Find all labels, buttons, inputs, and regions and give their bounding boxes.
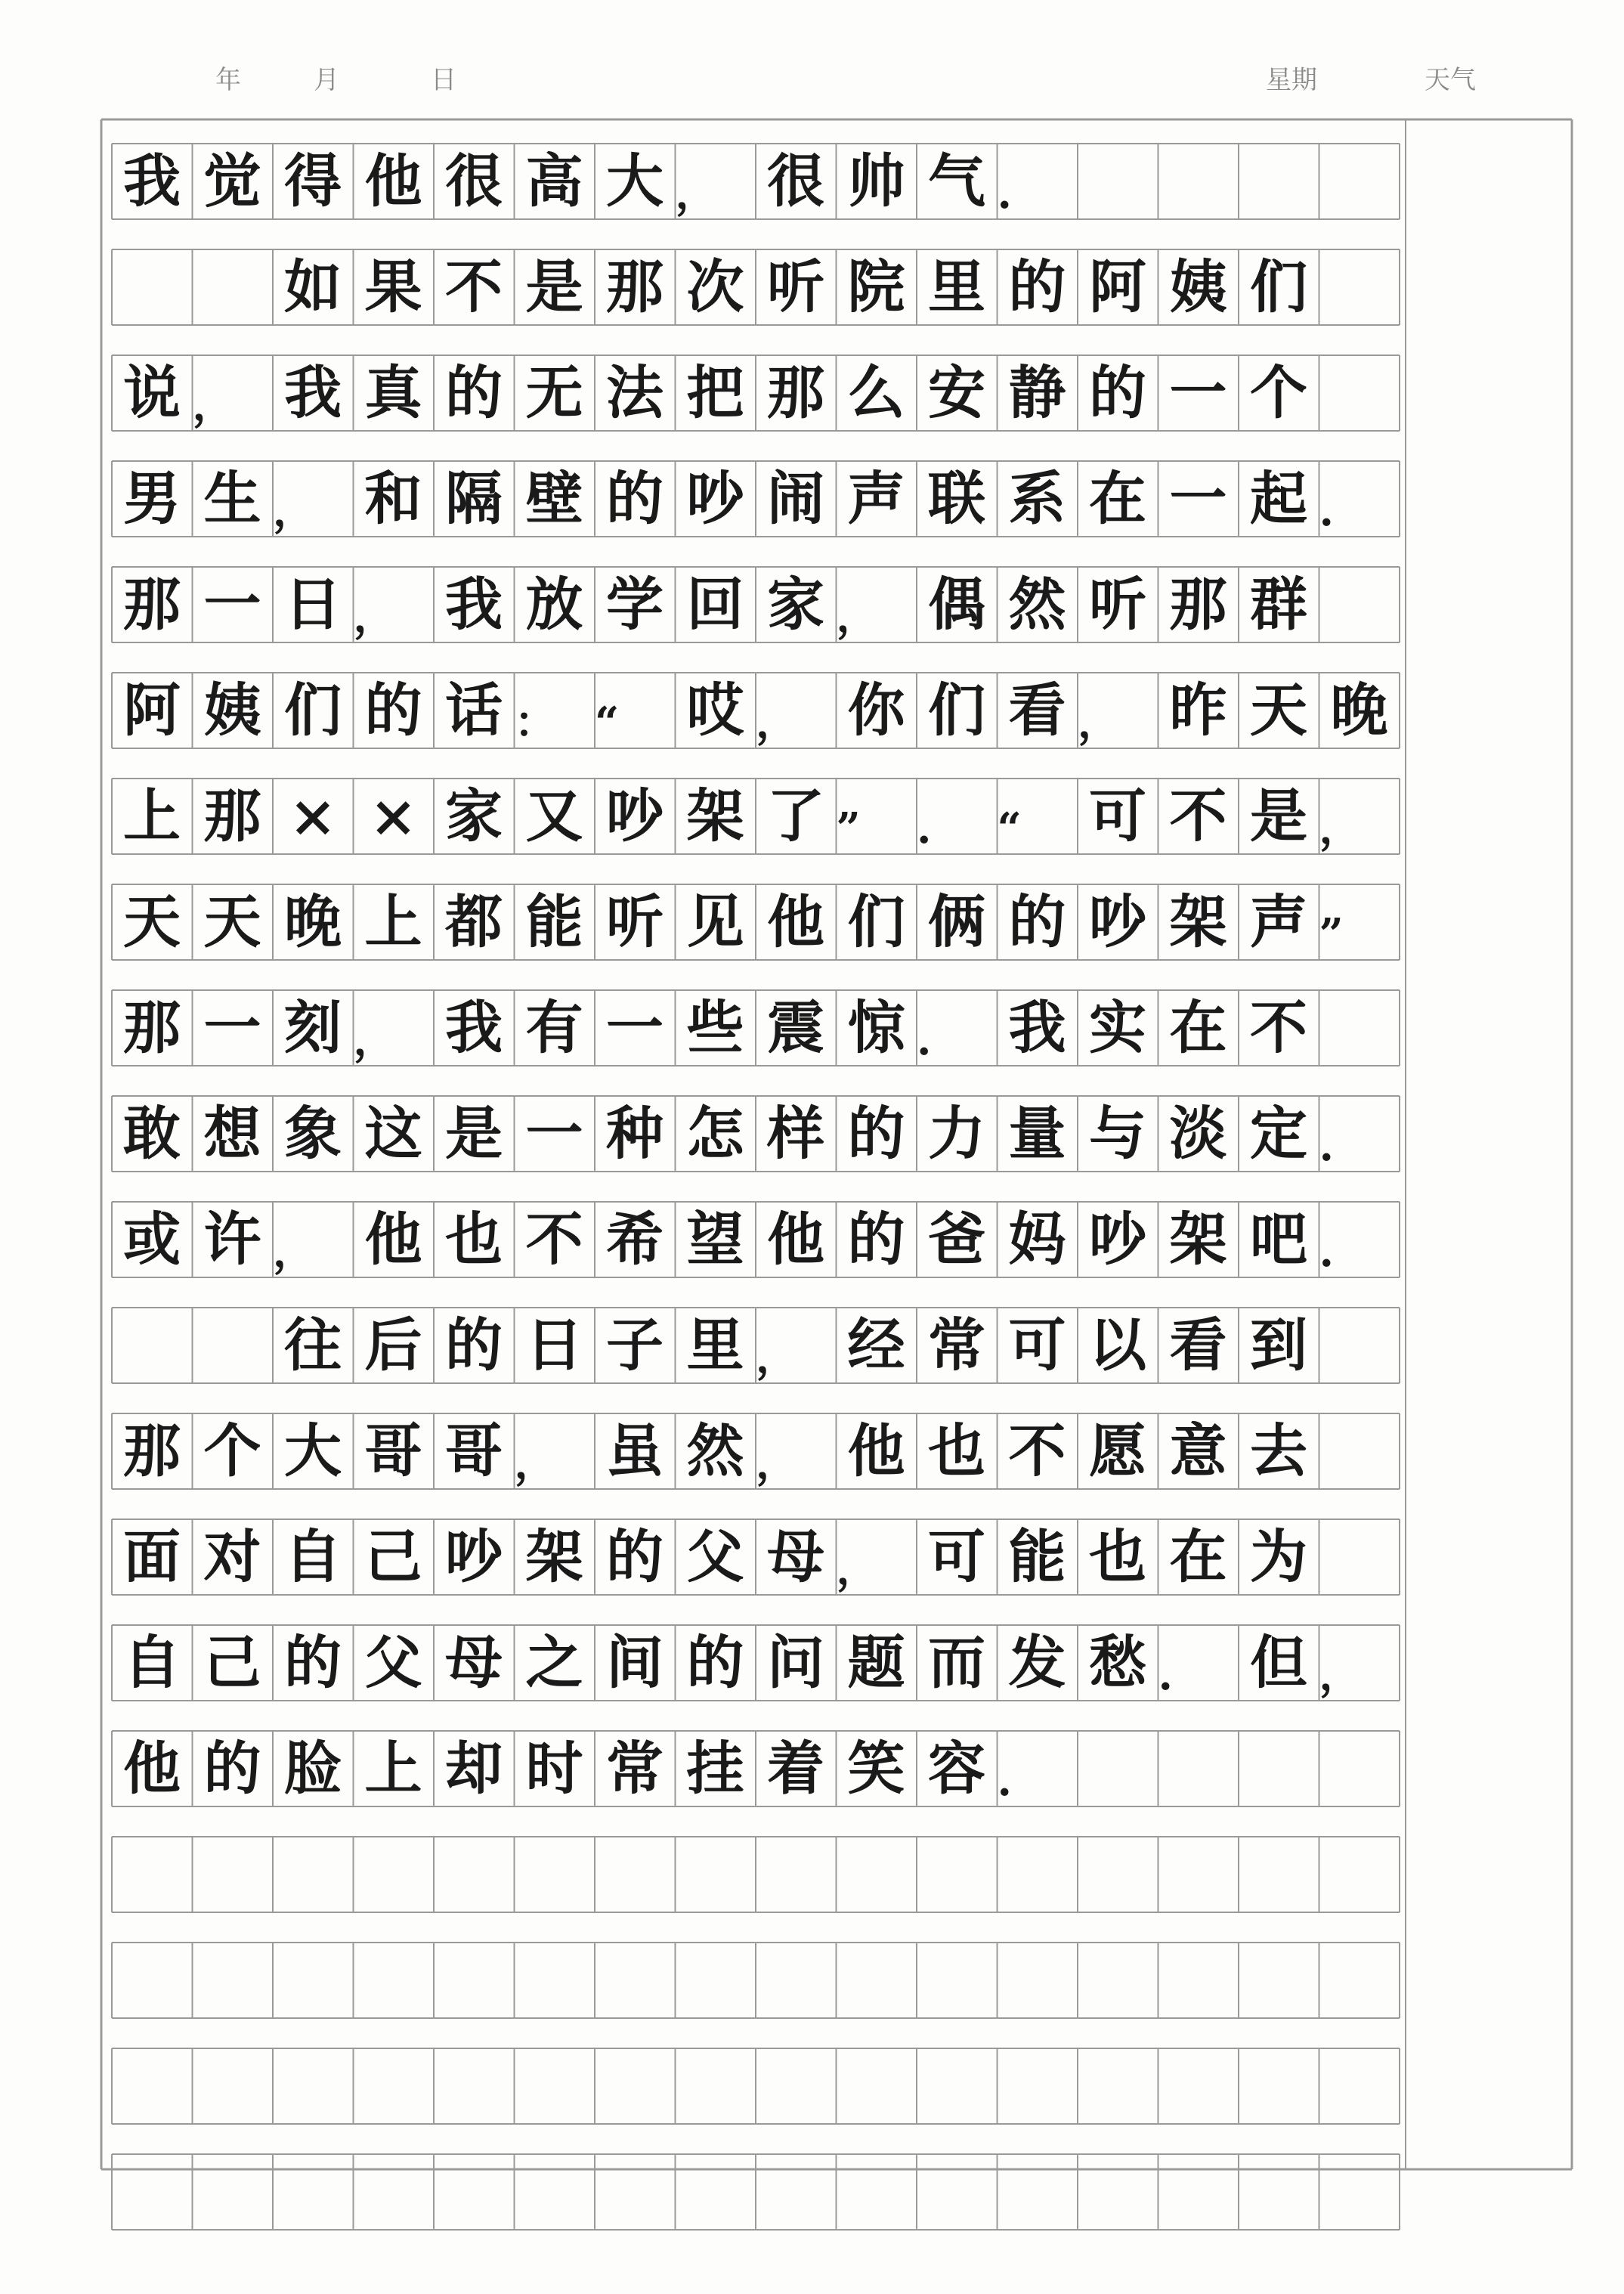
handwritten-char: 架 — [686, 782, 744, 850]
handwritten-char: 的 — [847, 1100, 905, 1167]
handwritten-char: 哥 — [364, 1417, 422, 1484]
handwritten-char: 果 — [364, 253, 422, 320]
handwritten-char: 那 — [203, 782, 261, 850]
handwritten-char: 然 — [1008, 571, 1066, 638]
handwritten-char: 到 — [1250, 1311, 1307, 1379]
header-day: 日 — [431, 65, 456, 95]
handwritten-char: 生 — [203, 465, 261, 532]
handwritten-char: 声 — [847, 465, 905, 532]
punctuation-mark: ， — [1319, 803, 1362, 853]
handwritten-char: × — [369, 782, 418, 850]
handwritten-char: 静 — [1008, 359, 1066, 426]
handwritten-char: 闹 — [767, 465, 824, 532]
handwritten-char: 么 — [847, 359, 905, 426]
handwritten-char: 许 — [203, 1206, 261, 1273]
handwritten-char: 得 — [284, 147, 342, 215]
handwritten-char: 能 — [525, 888, 583, 955]
handwritten-char: 常 — [928, 1311, 985, 1379]
handwritten-char: 架 — [1169, 1206, 1227, 1273]
handwritten-char: 间 — [606, 1629, 664, 1696]
handwritten-char: 题 — [847, 1629, 905, 1696]
punctuation-mark: ， — [836, 592, 879, 642]
punctuation-mark: ， — [756, 698, 798, 748]
handwritten-char: 上 — [364, 1735, 422, 1802]
handwritten-char: 去 — [1250, 1417, 1307, 1484]
handwritten-char: 又 — [525, 782, 583, 850]
handwritten-char: 些 — [686, 994, 744, 1061]
handwritten-char: 不 — [1169, 782, 1227, 850]
handwritten-char: 看 — [1008, 676, 1066, 744]
punctuation-mark: ， — [1078, 698, 1120, 748]
handwritten-char: 个 — [1250, 359, 1307, 426]
handwritten-char: 也 — [1089, 1523, 1146, 1590]
handwritten-char: 真 — [364, 359, 422, 426]
handwritten-char: 一 — [606, 994, 664, 1061]
handwritten-char: 都 — [445, 888, 503, 955]
handwritten-char: 容 — [928, 1735, 985, 1802]
punctuation-mark: . — [1319, 1121, 1334, 1171]
handwritten-char: 是 — [525, 253, 583, 320]
punctuation-mark: ， — [1319, 1650, 1362, 1700]
handwritten-char: 日 — [525, 1311, 583, 1379]
handwritten-char: 震 — [767, 994, 824, 1061]
handwritten-char: 力 — [928, 1100, 985, 1167]
handwritten-char: 他 — [767, 1206, 824, 1273]
handwritten-char: 母 — [767, 1523, 824, 1590]
handwritten-char: 晚 — [284, 888, 342, 955]
punctuation-mark: ， — [836, 1544, 879, 1594]
handwritten-char: 可 — [928, 1523, 985, 1590]
handwritten-char: × — [289, 782, 337, 850]
handwritten-char: 他 — [847, 1417, 905, 1484]
handwritten-char: 放 — [525, 571, 583, 638]
handwritten-char: 父 — [686, 1523, 744, 1590]
punctuation-mark: ， — [192, 380, 235, 430]
handwritten-char: 定 — [1250, 1100, 1307, 1167]
handwritten-char: 天 — [123, 888, 181, 955]
handwritten-char: 帅 — [847, 147, 905, 215]
handwritten-char: 是 — [1250, 782, 1307, 850]
handwritten-char: 一 — [525, 1100, 583, 1167]
handwritten-char: 回 — [686, 571, 744, 638]
handwritten-char: 如 — [284, 253, 342, 320]
handwritten-char: 觉 — [203, 147, 261, 215]
handwritten-char: 俩 — [928, 888, 985, 955]
punctuation-mark: . — [917, 803, 932, 853]
handwritten-char: 群 — [1250, 571, 1307, 638]
handwritten-char: 你 — [847, 676, 905, 744]
handwritten-char: 看 — [1169, 1311, 1227, 1379]
punctuation-mark: ， — [675, 169, 718, 218]
punctuation-mark: ， — [756, 1438, 798, 1488]
handwritten-char: 可 — [1089, 782, 1146, 850]
handwritten-char: 的 — [203, 1735, 261, 1802]
handwritten-char: 他 — [123, 1735, 181, 1802]
punctuation-mark: ” — [1319, 909, 1344, 959]
handwritten-char: 虽 — [606, 1417, 664, 1484]
handwritten-char: 们 — [928, 676, 985, 744]
handwritten-char: 可 — [1008, 1311, 1066, 1379]
handwritten-char: 的 — [284, 1629, 342, 1696]
handwritten-char: 系 — [1008, 465, 1066, 532]
handwritten-char: 样 — [767, 1100, 824, 1167]
handwritten-char: 这 — [364, 1100, 422, 1167]
punctuation-mark: . — [1158, 1650, 1173, 1700]
handwritten-char: 往 — [284, 1311, 342, 1379]
handwritten-char: 声 — [1250, 888, 1307, 955]
handwritten-char: 我 — [123, 147, 181, 215]
handwritten-char: 之 — [525, 1629, 583, 1696]
handwritten-char: 己 — [364, 1523, 422, 1590]
handwritten-char: 是 — [445, 1100, 503, 1167]
handwritten-char — [193, 1308, 273, 1383]
handwritten-char: 的 — [606, 1523, 664, 1590]
header-weekday: 星期 — [1266, 65, 1317, 95]
handwritten-char: 妈 — [1008, 1206, 1066, 1273]
punctuation-mark: ” — [836, 803, 861, 853]
handwritten-char: 们 — [1250, 253, 1307, 320]
handwritten-char: 男 — [123, 465, 181, 532]
handwritten-char: 或 — [123, 1206, 181, 1273]
handwritten-char: 敢 — [123, 1100, 181, 1167]
handwritten-char: 安 — [928, 359, 985, 426]
handwritten-char: 那 — [123, 994, 181, 1061]
handwritten-char: 而 — [928, 1629, 985, 1696]
handwritten-char: 能 — [1008, 1523, 1066, 1590]
handwritten-char: 那 — [123, 1417, 181, 1484]
punctuation-mark: ， — [273, 486, 315, 536]
handwritten-char: 吵 — [686, 465, 744, 532]
handwritten-char: 以 — [1089, 1311, 1146, 1379]
handwritten-char: 听 — [767, 253, 824, 320]
handwritten-char: 里 — [686, 1311, 744, 1379]
handwritten-char: 我 — [284, 359, 342, 426]
handwritten-char: 吧 — [1250, 1206, 1307, 1273]
punctuation-mark: . — [1319, 486, 1334, 536]
handwritten-char: 母 — [445, 1629, 503, 1696]
handwritten-char: 联 — [928, 465, 985, 532]
handwritten-char: 意 — [1169, 1417, 1227, 1484]
handwritten-char: 不 — [445, 253, 503, 320]
handwritten-char: 在 — [1169, 994, 1227, 1061]
handwritten-char: 的 — [445, 359, 503, 426]
handwritten-char: 日 — [284, 571, 342, 638]
handwritten-char: 次 — [686, 253, 744, 320]
punctuation-mark: “ — [595, 698, 620, 748]
handwritten-char: 天 — [203, 888, 261, 955]
handwritten-char: 的 — [1008, 888, 1066, 955]
handwritten-char: 己 — [203, 1629, 261, 1696]
handwritten-char: 愁 — [1089, 1629, 1146, 1696]
handwritten-char: 脸 — [284, 1735, 342, 1802]
handwritten-char: 的 — [1008, 253, 1066, 320]
handwritten-char: 阿 — [123, 676, 181, 744]
handwritten-char: 吵 — [1089, 1206, 1146, 1273]
handwritten-char: 一 — [1169, 359, 1227, 426]
handwritten-char — [193, 249, 273, 325]
handwritten-char: 惊 — [847, 994, 905, 1061]
handwritten-char: 上 — [123, 782, 181, 850]
handwritten-char: 学 — [606, 571, 664, 638]
handwritten-char: 子 — [606, 1311, 664, 1379]
handwritten-char: 然 — [686, 1417, 744, 1484]
handwritten-char: 自 — [123, 1629, 181, 1696]
handwritten-char: 的 — [445, 1311, 503, 1379]
handwritten-char: 的 — [847, 1206, 905, 1273]
handwritten-char: 不 — [525, 1206, 583, 1273]
handwritten-char — [112, 249, 192, 325]
handwritten-char: 姨 — [1169, 253, 1227, 320]
handwritten-char: 发 — [1008, 1629, 1066, 1696]
handwritten-char: 无 — [525, 359, 583, 426]
handwritten-char: 淡 — [1169, 1100, 1227, 1167]
punctuation-mark: ， — [514, 1438, 557, 1488]
handwritten-char: 把 — [686, 359, 744, 426]
handwritten-char: 愿 — [1089, 1417, 1146, 1484]
handwritten-char: 有 — [525, 994, 583, 1061]
punctuation-mark: ， — [353, 1015, 396, 1065]
handwritten-char: 不 — [1008, 1417, 1066, 1484]
handwritten-char: 吵 — [1089, 888, 1146, 955]
punctuation-mark: . — [997, 169, 1012, 218]
handwritten-char: 却 — [445, 1735, 503, 1802]
handwritten-char: 那 — [767, 359, 824, 426]
handwritten-char: 实 — [1089, 994, 1146, 1061]
header-weather: 天气 — [1424, 65, 1476, 95]
handwritten-char: 了 — [767, 782, 824, 850]
handwritten-char: 也 — [445, 1206, 503, 1273]
handwritten-char: 那 — [123, 571, 181, 638]
punctuation-mark: . — [917, 1015, 932, 1065]
handwritten-char: 我 — [1008, 994, 1066, 1061]
handwritten-char: 大 — [606, 147, 664, 215]
handwritten-char: 不 — [1250, 994, 1307, 1061]
handwritten-char: 经 — [847, 1311, 905, 1379]
handwritten-char: 天 — [1250, 676, 1307, 744]
handwritten-char: 个 — [203, 1417, 261, 1484]
punctuation-mark: “ — [997, 803, 1022, 853]
handwritten-char: 很 — [767, 147, 824, 215]
handwritten-char: 气 — [928, 147, 985, 215]
handwritten-char: 们 — [284, 676, 342, 744]
handwritten-char: 望 — [686, 1206, 744, 1273]
handwritten-char: 的 — [364, 676, 422, 744]
handwritten-char: 时 — [525, 1735, 583, 1802]
handwritten-char: 一 — [1169, 465, 1227, 532]
handwritten-char: 哎 — [686, 676, 744, 744]
handwritten-char: 在 — [1169, 1523, 1227, 1590]
handwritten-char: 听 — [1089, 571, 1146, 638]
handwritten-char: 笑 — [847, 1735, 905, 1802]
punctuation-mark: ， — [756, 1333, 798, 1382]
header-month: 月 — [314, 65, 339, 95]
handwritten-char: 听 — [606, 888, 664, 955]
handwritten-char: 法 — [606, 359, 664, 426]
handwritten-char: 但 — [1250, 1629, 1307, 1696]
header-year: 年 — [215, 65, 241, 95]
handwritten-char: 爸 — [928, 1206, 985, 1273]
handwritten-char — [112, 1308, 192, 1383]
handwritten-char: 高 — [525, 147, 583, 215]
handwritten-char: 家 — [767, 571, 824, 638]
handwritten-char: 刻 — [284, 994, 342, 1061]
punctuation-mark: . — [1319, 1227, 1334, 1277]
punctuation-mark: ， — [273, 1227, 315, 1277]
handwritten-char: 偶 — [928, 571, 985, 638]
handwritten-char: 那 — [606, 253, 664, 320]
handwritten-char: 的 — [606, 465, 664, 532]
handwritten-char: 哥 — [445, 1417, 503, 1484]
handwritten-char: 起 — [1250, 465, 1307, 532]
handwritten-char: 与 — [1089, 1100, 1146, 1167]
handwritten-char: 象 — [284, 1100, 342, 1167]
handwritten-char: 吵 — [606, 782, 664, 850]
handwritten-char: 壁 — [525, 465, 583, 532]
handwritten-char: 里 — [928, 253, 985, 320]
handwritten-char: 为 — [1250, 1523, 1307, 1590]
handwritten-char: 我 — [445, 571, 503, 638]
handwritten-char: 自 — [284, 1523, 342, 1590]
punctuation-mark: ： — [514, 698, 557, 748]
handwritten-char: 话 — [445, 676, 503, 744]
handwritten-char: 大 — [284, 1417, 342, 1484]
handwritten-char: 问 — [767, 1629, 824, 1696]
handwritten-char: 我 — [445, 994, 503, 1061]
handwritten-char: 他 — [364, 147, 422, 215]
handwritten-char: 的 — [686, 1629, 744, 1696]
handwritten-char: 一 — [203, 571, 261, 638]
handwritten-char: 昨 — [1169, 676, 1227, 744]
handwritten-char: 吵 — [445, 1523, 503, 1590]
handwritten-char: 和 — [364, 465, 422, 532]
handwritten-char: 家 — [445, 782, 503, 850]
handwritten-char: 怎 — [686, 1100, 744, 1167]
handwritten-char: 上 — [364, 888, 422, 955]
handwritten-char: 着 — [767, 1735, 824, 1802]
handwritten-char: 父 — [364, 1629, 422, 1696]
handwritten-char: 量 — [1008, 1100, 1066, 1167]
handwritten-char: 希 — [606, 1206, 664, 1273]
handwritten-char: 他 — [767, 888, 824, 955]
punctuation-mark: ， — [353, 592, 396, 642]
handwritten-char: 在 — [1089, 465, 1146, 532]
handwritten-char: 也 — [928, 1417, 985, 1484]
handwritten-char: 他 — [364, 1206, 422, 1273]
handwritten-char: 挂 — [686, 1735, 744, 1802]
handwritten-char: 想 — [203, 1100, 261, 1167]
handwritten-char: 姨 — [203, 676, 261, 744]
handwritten-char: 面 — [123, 1523, 181, 1590]
handwritten-char: 们 — [847, 888, 905, 955]
handwritten-char: 对 — [203, 1523, 261, 1590]
handwritten-char: 的 — [1089, 359, 1146, 426]
handwritten-char: 隔 — [445, 465, 503, 532]
handwritten-char: 晚 — [1330, 676, 1388, 744]
handwritten-char: 那 — [1169, 571, 1227, 638]
handwritten-char: 架 — [525, 1523, 583, 1590]
handwritten-char: 架 — [1169, 888, 1227, 955]
handwritten-char: 很 — [445, 147, 503, 215]
handwritten-char: 阿 — [1089, 253, 1146, 320]
handwritten-char: 一 — [203, 994, 261, 1061]
handwritten-char: 种 — [606, 1100, 664, 1167]
handwritten-char: 院 — [847, 253, 905, 320]
handwritten-char: 常 — [606, 1735, 664, 1802]
handwritten-char: 后 — [364, 1311, 422, 1379]
handwritten-char: 见 — [686, 888, 744, 955]
punctuation-mark: . — [997, 1756, 1012, 1806]
handwritten-char: 说 — [123, 359, 181, 426]
